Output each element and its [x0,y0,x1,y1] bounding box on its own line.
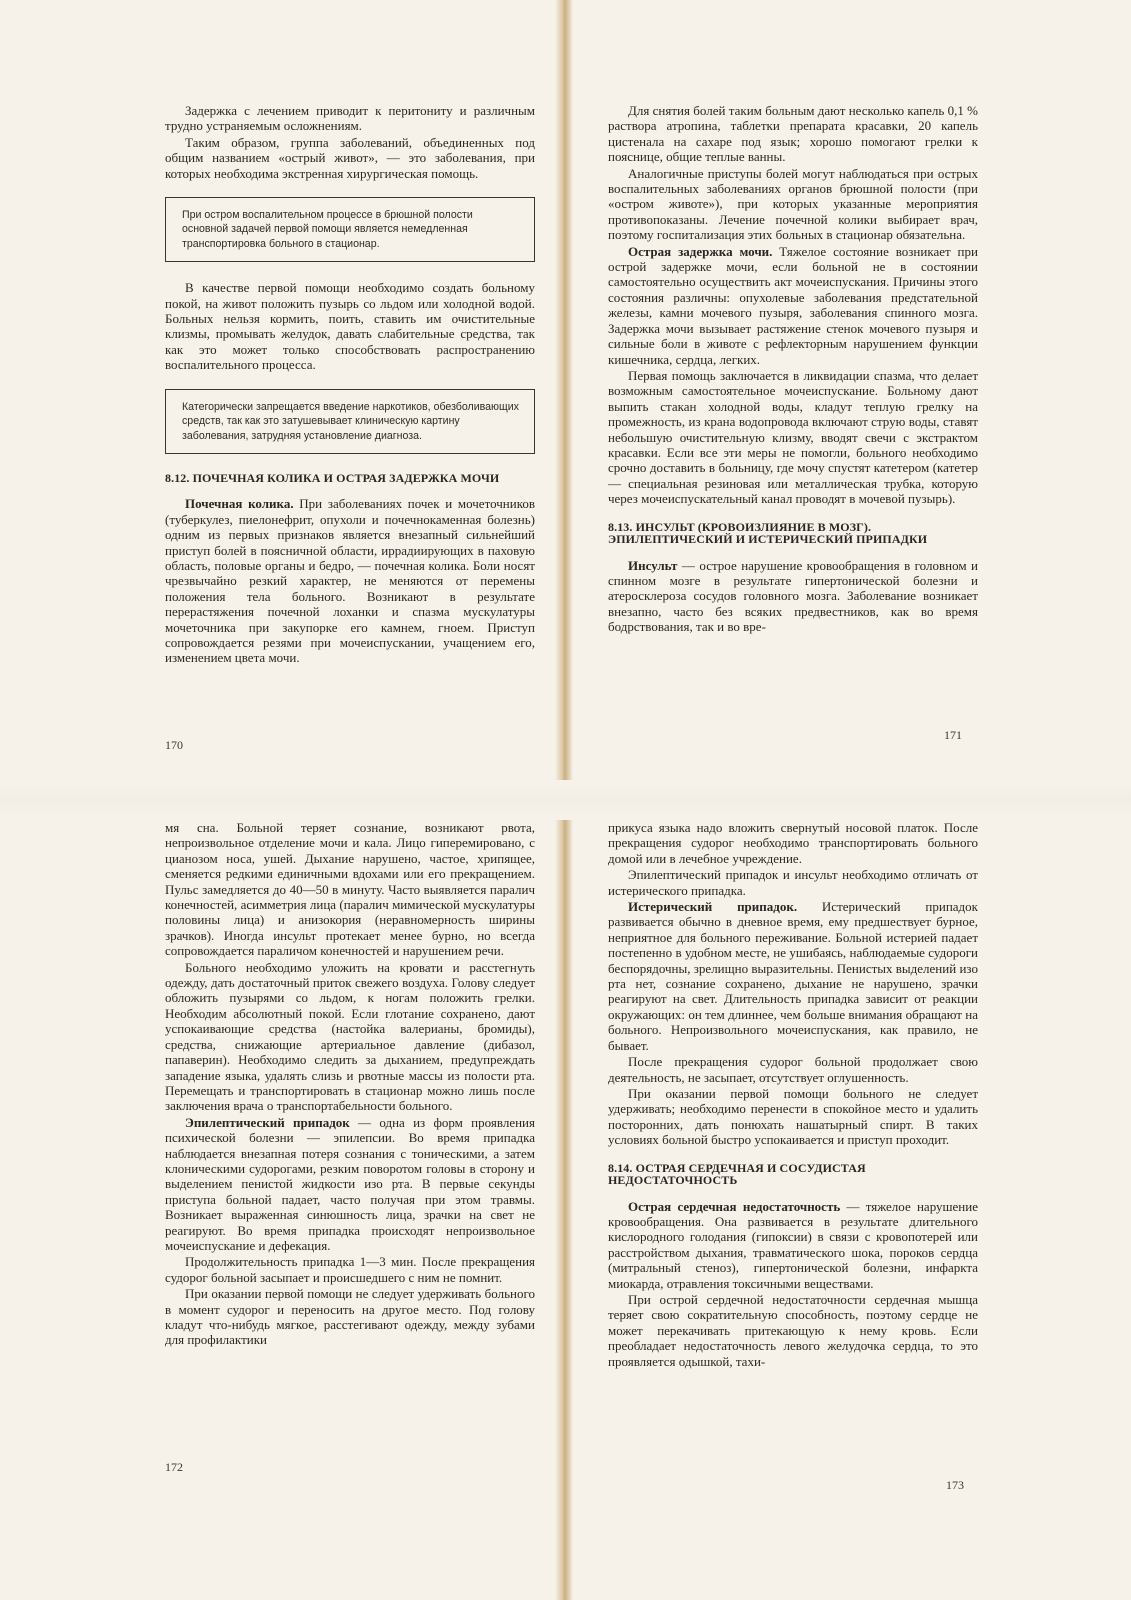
term-lead: Острая задержка мочи. [628,243,773,259]
paragraph: мя сна. Больной теряет сознание, возникают рвота, непроизвольное отделение мочи и кала. Лицо гиперемировано, с цианозом носа, ушей. Дыхание нарушено, частое, хрипящее, сменяется редкими единичными вдохами или его прекращением. Пульс замедляется до 40—50 в минуту. Часто выявляется паралич конечностей, асимметрия лица (паралич мимической мускулатуры половины лица) и анизокория (неравномерность ширины зрачков). Иногда инсульт протекает менее бурно, но всегда сопровождается параличом конечностей и нарушением речи. [165,820,535,959]
page-170 [165,103,535,666]
paragraph: Эпилептический припадок и инсульт необходимо отличать от истерического припадка. [608,867,978,898]
page-172 [165,820,535,1348]
paragraph [608,558,978,635]
paragraph: прикуса языка надо вложить свернутый носовой платок. После прекращения судорог необходимо транспортировать больного домой или в лечебное учреждение. [608,820,978,866]
term-lead: Острая сердечная недостаточность [628,1198,841,1214]
paragraph [608,899,978,1053]
paragraph [608,1199,978,1291]
warning-box: Категорически запрещается введение наркотиков, обезболивающих средств, так как это затушевывает клиническую картину заболевания, затрудняя установление диагноза. [165,389,535,454]
page-number: 170 [165,738,183,752]
term-lead: Истерический припадок. [628,899,798,915]
page-number: 173 [946,1478,964,1492]
paragraph-text: При заболеваниях почек и мочеточников (туберкулез, пиелонефрит, опухоли и почечнокаменная болезнь) одним из первых признаков является внезапный сильнейший приступ болей в поясничной области, иррадиирующих в паховую область, половые органы и бедро, — почечная колика. Боли носят чрезвычайно резкий характер, не меняются от перемены положения тела больного. Возникают в результате перерастяжения почечной лоханки и спазма мускулатуры мочеточника при закупорке его камнем, гноем. Приступ сопровождается резями при мочеиспускании, учащением его, изменением цвета мочи. [165,496,535,666]
paragraph: Таким образом, группа заболеваний, объединенных под общим названием «острый живот», — это заболевания, при которых необходима экстренная хирургическая помощь. [165,134,535,181]
paragraph: Первая помощь заключается в ликвидации спазма, что делает возможным самостоятельное мочеиспускание. Больному дают выпить стакан холодной воды, кладут теплую грелку на промежность, из крана водопровода включают струю воды, ставят небольшую очистительную клизму, вводят свечи с экстрактом красавки. Если все эти меры не помогли, больного необходимо срочно доставить в больницу, где мочу спустят катетером (катетер — специальная резиновая или металлическая трубка, которую через мочеиспускательный канал проводят в мочевой пузырь). [608,367,978,507]
page-number: 171 [944,728,962,742]
paragraph: Продолжительность припадка 1—3 мин. После прекращения судорог больной засыпает и происшедшего с ним не помнит. [165,1254,535,1285]
paragraph-text: Истерический припадок развивается обычно в дневное время, ему предшествует бурное, неприятное для больного переживание. Больной истерией падает постепенно в удобном месте, не ушибаясь, наблюдаемые судороги беспорядочны, зрелищно выразительны. Пенистых выделений изо рта нет, сознание сохранено, дыхание не нарушено, зрачки реагируют на свет. Длительность припадка зависит от реакции окружающих: он тем длиннее, чем больше внимания обращают на больного. Непроизвольного мочеиспускания, как правило, не бывает. [608,899,978,1053]
paragraph: При острой сердечной недостаточности сердечная мышца теряет свою сократительную способность, поэтому сердце не может перекачивать притекающую к нему кровь. Если преобладает недостаточность левого желудочка сердца, то это проявляется одышкой, тахи- [608,1291,978,1369]
section-heading: 8.12. ПОЧЕЧНАЯ КОЛИКА И ОСТРАЯ ЗАДЕРЖКА МОЧИ [165,470,500,485]
paragraph: После прекращения судорог больной продолжает свою деятельность, не засыпает, отсутствует оглушенность. [608,1054,978,1085]
paragraph: Аналогичные приступы болей могут наблюдаться при острых воспалительных заболеваниях органов брюшной полости (при «остром животе»), при которых указанные мероприятия противопоказаны. Лечение почечной колики выбирает врач, поэтому госпитализация этих больных в стационар обязательна. [608,165,978,243]
term-lead: Инсульт [628,557,678,573]
section-heading: 8.14. ОСТРАЯ СЕРДЕЧНАЯ И СОСУДИСТАЯ НЕДОСТАТОЧНОСТЬ [608,1160,866,1188]
paragraph: При оказании первой помощи больного не следует удерживать; необходимо перенести в спокойное место и удалить посторонних, дать понюхать нашатырный спирт. В таких условиях больной быстро успокаивается и приступ проходит. [608,1085,978,1148]
paragraph [165,1115,535,1254]
page-171 [608,103,978,635]
paragraph-text: — одна из форм проявления психической болезни — эпилепсии. Во время припадка наблюдается внезапная потеря сознания с тоническими, а затем клоническими судорогами, резким поворотом головы в сторону и выделением пенистой жидкости изо рта. В первые секунды приступа больной падает, часто получая при этом травмы. Возникает выраженная синюшность лица, зрачки на свет не реагируют. Во время припадка происходят непроизвольное мочеиспускание и дефекация. [165,1114,535,1253]
page-number: 172 [165,1460,183,1474]
term-lead: Эпилептический припадок [185,1114,350,1130]
paragraph [608,244,978,367]
warning-box: При остром воспалительном процессе в брюшной полости основной задачей первой помощи является немедленная транспортировка больного в стационар. [165,197,535,262]
paragraph: В качестве первой помощи необходимо создать больному покой, на живот положить пузырь со льдом или холодной водой. Больных нельзя кормить, поить, ставить им очистительные клизмы, промывать желудок, давать слабительные средства, так как это может только способствовать распространению воспалительного процесса. [165,280,535,373]
term-lead: Почечная колика. [185,496,294,512]
section-heading: 8.13. ИНСУЛЬТ (КРОВОИЗЛИЯНИЕ В МОЗГ). ЭПИЛЕПТИЧЕСКИЙ И ИСТЕРИЧЕСКИЙ ПРИПАДКИ [608,519,928,547]
paragraph: Задержка с лечением приводит к перитониту и различным трудно устраняемым осложнениям. [165,103,535,134]
spread-separator [0,780,1131,820]
paragraph-text: — острое нарушение кровообращения в головном и спинном мозге в результате гипертонической болезни и атеросклероза сосудов головного мозга. Заболевание возникает внезапно, часто без всяких предвестников, как во время бодрствования, так и во вре- [608,557,978,635]
paragraph: Больного необходимо уложить на кровати и расстегнуть одежду, дать достаточный приток свежего воздуха. Голову следует обложить пузырями со льдом, к ногам положить грелки. Необходим абсолютный покой. Если глотание сохранено, дают успокаивающие средства (настойка валерианы, бромиды), средства, снижающие артериальное давление (дибазол, папаверин). Необходимо следить за дыханием, предупреждать западение языка, удалять слизь и рвотные массы из полости рта. Перемещать и транспортировать в стационар можно лишь после заключения врача о транспортабельности больного. [165,959,535,1114]
page-173 [608,820,978,1369]
paragraph-text: — тяжелое нарушение кровообращения. Она развивается в результате длительного кислородного голодания (гипоксии) в связи с кровопотерей или расстройством дыхания, травматического шока, пороков сердца (митральный стеноз), гипертонической болезни, инфаркта миокарда, отравления токсичными веществами. [608,1198,978,1291]
paragraph: Для снятия болей таким больным дают несколько капель 0,1 % раствора атропина, таблетки препарата красавки, 20 капель цистенала на сахаре под язык; хорошо помогают грелки к пояснице, общие теплые ванны. [608,103,978,165]
paragraph-text: Тяжелое состояние возникает при острой задержке мочи, если больной не в состоянии самостоятельно осуществить акт мочеиспускания. Причины этого состояния различны: опухолевые заболевания предстательной железы, камни мочевого пузыря, заболевания спинного мозга. Задержка мочи вызывает растяжение стенок мочевого пузыря и сильные боли в животе с рефлекторным нарушением функции кишечника, сердца, легких. [608,243,978,367]
paragraph [165,496,535,665]
paragraph: При оказании первой помощи не следует удерживать больного в момент судорог и переносить на другое место. Под голову кладут что-нибудь мягкое, расстегивают одежду, между зубами для профилактики [165,1286,535,1348]
